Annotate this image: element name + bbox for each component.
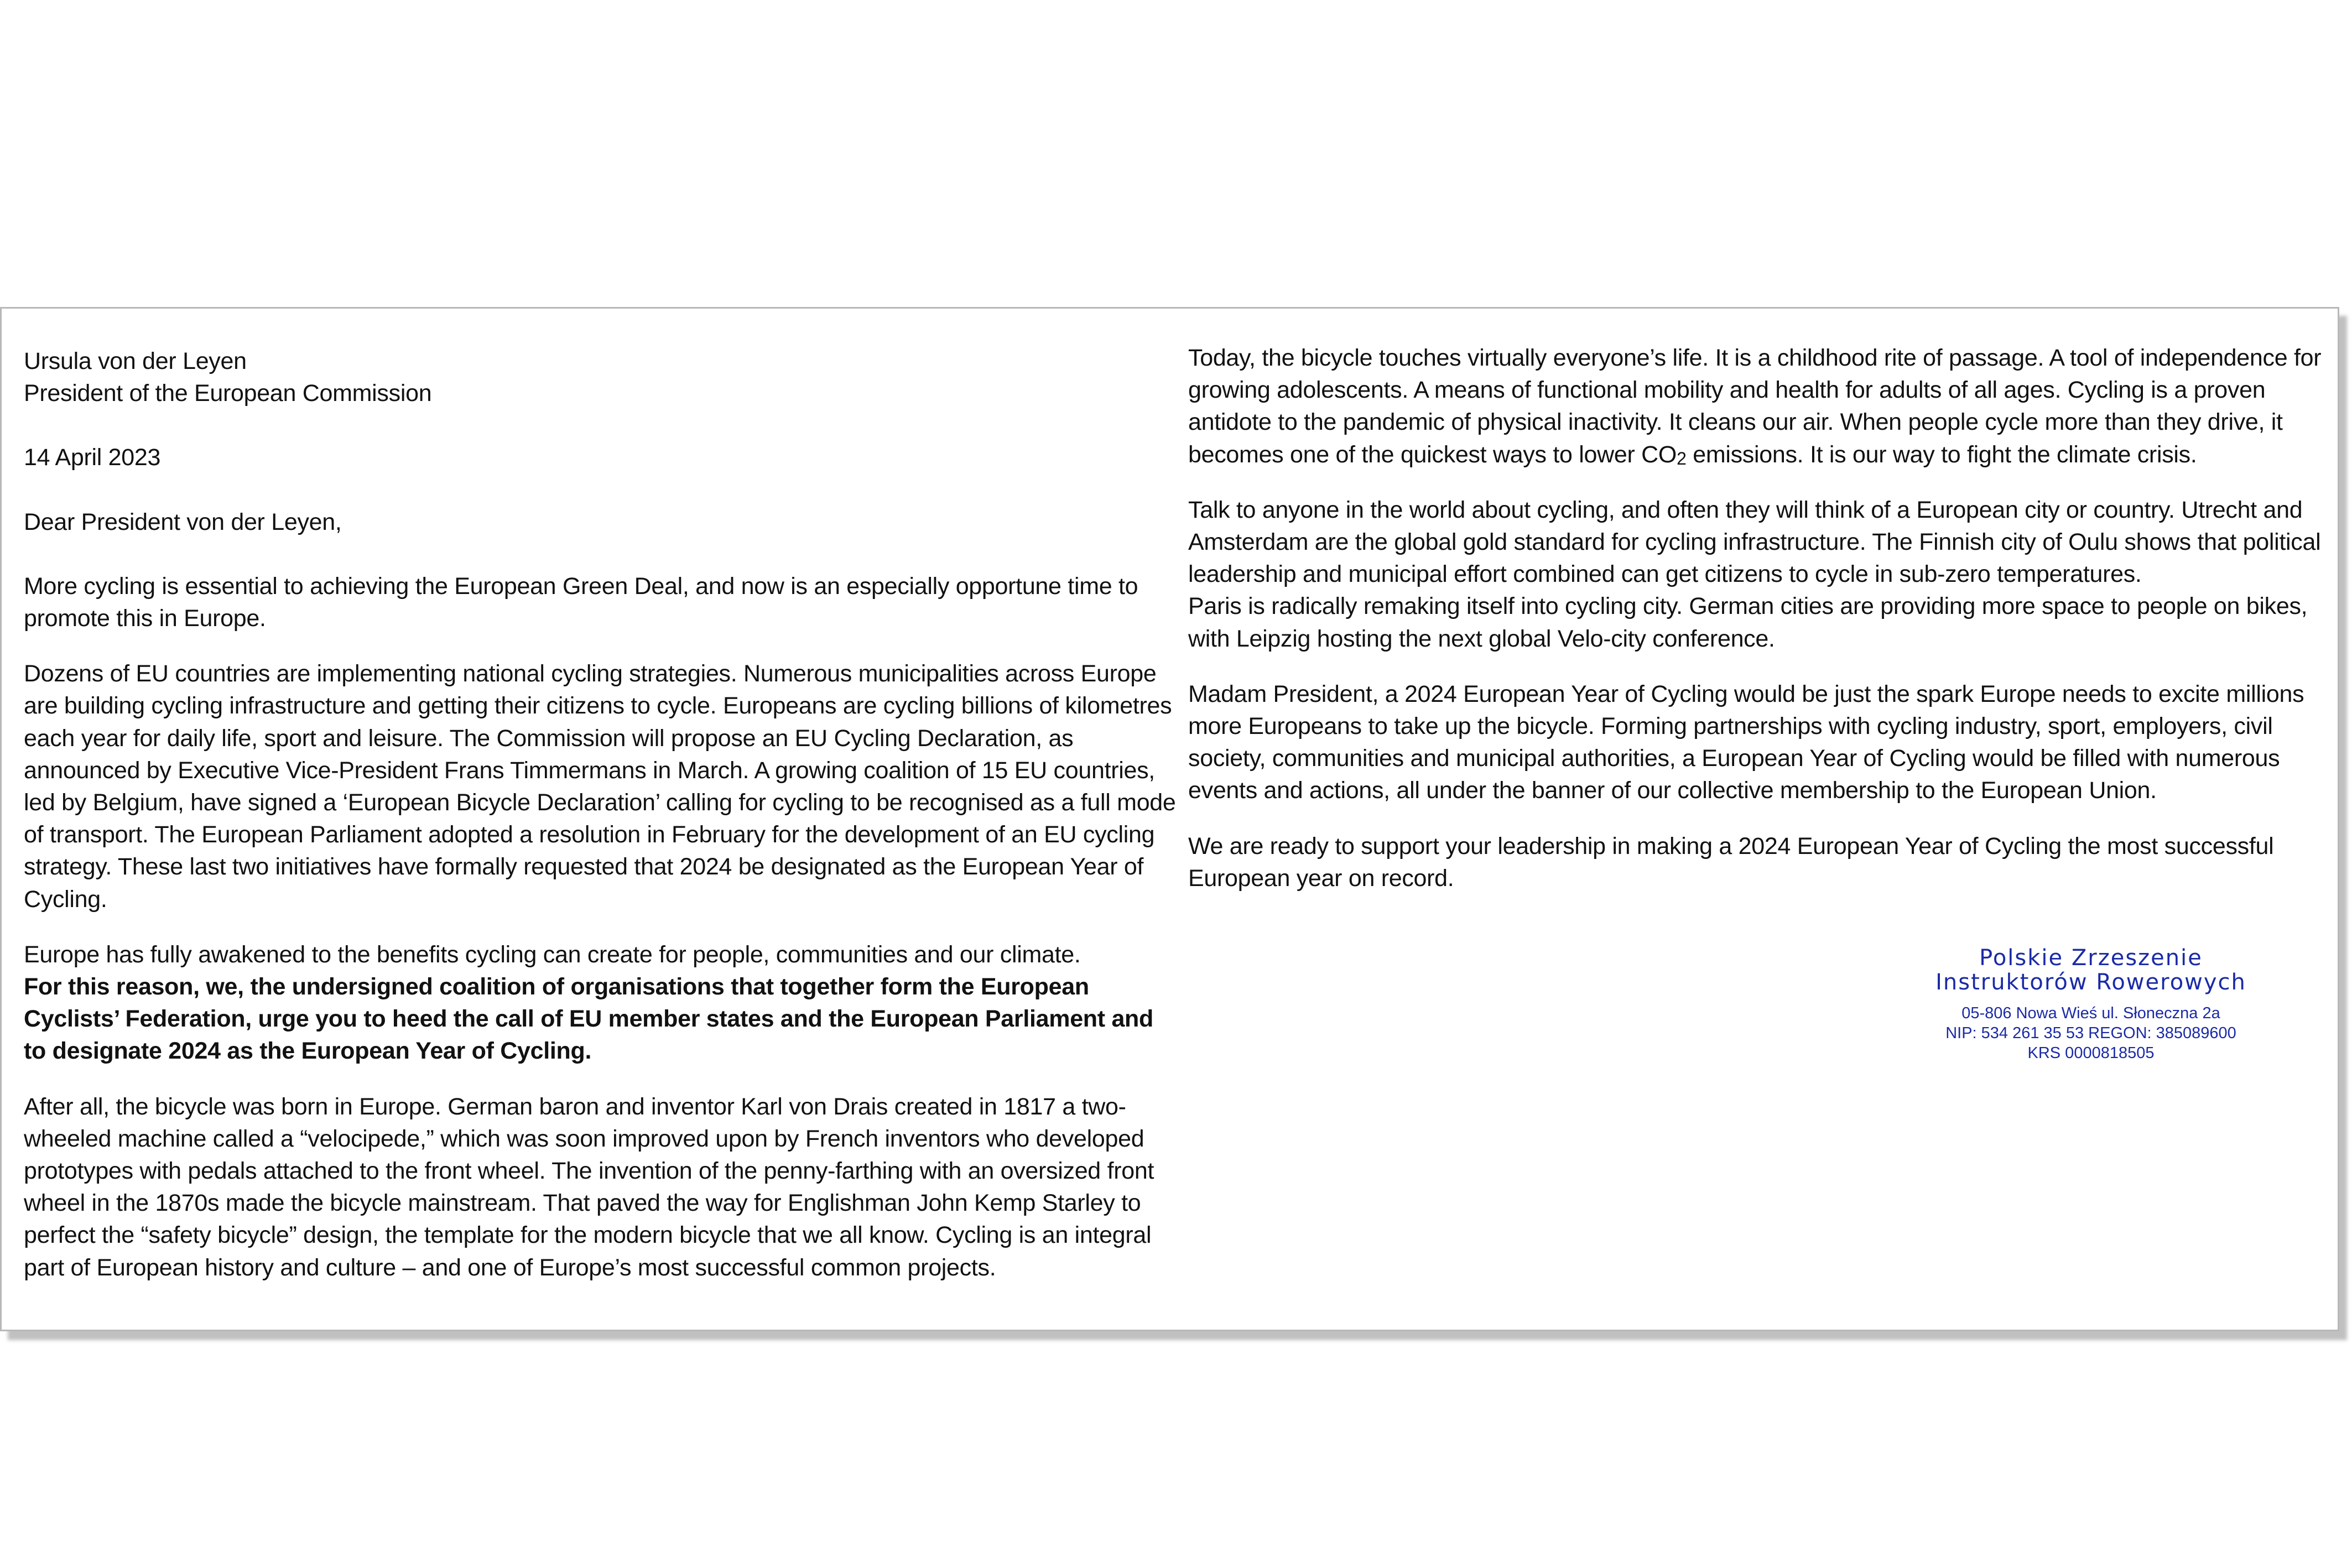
paragraph-ready: We are ready to support your leadership in making a 2024 European Year of Cycling the most successful European year on record. (1188, 832, 2274, 892)
stamp-krs: KRS 0000818505 (2027, 1044, 2155, 1062)
stamp-organisation-name (1859, 946, 2323, 994)
stamp-name-line2: Instruktorów Rowerowych (1935, 970, 2246, 995)
paragraph-awakened-text: Europe has fully awakened to the benefits cycling can create for people, communities and our climate. (24, 941, 1081, 968)
letter-page (0, 307, 2339, 1331)
letter-right-column (1188, 309, 2338, 894)
addressee-title: President of the European Commission (24, 380, 432, 407)
stamp-details (1859, 1003, 2323, 1063)
paragraph-history: After all, the bicycle was born in Europe. German baron and inventor Karl von Drais created in 1817 a two-wheeled machine called a “velocipede,” which was soon improved upon by French inventors who developed prototypes with pedals attached to the front wheel. The invention of the penny-farthing with an oversized front wheel in the 1870s made the bicycle mainstream. That paved the way for Englishman John Kemp Starley to perfect the “safety bicycle” design, the template for the modern bicycle that we all know. Cycling is an integral part of European history and culture – and one of Europe’s most successful common projects. (24, 1093, 1154, 1281)
paragraph-talk (1188, 494, 2338, 655)
letter-date: 14 April 2023 (24, 444, 161, 471)
paragraph-appeal (24, 939, 1177, 1067)
paragraph-talk-text-b: Paris is radically remaking itself into cycling city. German cities are providing more space to people on bikes, with Leipzig hosting the next global Velo-city conference. (1188, 593, 2308, 652)
stamp-name-line1: Polskie Zrzeszenie (1979, 945, 2203, 971)
paragraph-appeal-bold: For this reason, we, the undersigned coalition of organisations that together form the European Cyclists’ Federation, urge you to heed the call of EU member states and the European Parliament and to designate 2024 as the European Year of Cycling. (24, 973, 1153, 1065)
paragraph-talk-text-a: Talk to anyone in the world about cycling, and often they will think of a European city or country. Utrecht and Amsterdam are the global gold standard for cycling infrastructure. The Finnish city of Oulu shows that political leadership and municipal effort combined can get citizens to cycle in sub-zero temperatures. (1188, 496, 2321, 588)
paragraph-intro: More cycling is essential to achieving the European Green Deal, and now is an especially opportune time to promote this in Europe. (24, 572, 1138, 632)
paragraph-touches (1188, 342, 2338, 471)
co2-subscript: 2 (1677, 448, 1687, 468)
paragraph-touches-text-a: Today, the bicycle touches virtually everyone’s life. It is a childhood rite of passage. A tool of independence for growing adolescents. A means of functional mobility and health for adults of all ages. Cycling is a proven antidote to the pandemic of physical inactivity. It cleans our air. When people cycle more than they drive, it becomes one of the quickest ways to lower CO (1188, 345, 2322, 468)
paragraph-touches-text-b: emissions. It is our way to fight the climate crisis. (1686, 441, 2197, 468)
paragraph-strategies: Dozens of EU countries are implementing national cycling strategies. Numerous municipalities across Europe are building cycling infrastructure and getting their citizens to cycle. Europeans are cycling billions of kilometres each year for daily life, sport and leisure. The Commission will propose an EU Cycling Declaration, as announced by Executive Vice-President Frans Timmermans in March. A growing coalition of 15 EU countries, led by Belgium, have signed a ‘European Bicycle Declaration’ calling for cycling to be recognised as a full mode of transport. The European Parliament adopted a resolution in February for the development of an EU cycling strategy. These last two initiatives have formally requested that 2024 be designated as the European Year of Cycling. (24, 660, 1176, 913)
stamp-address: 05-806 Nowa Wieś ul. Słoneczna 2a (1961, 1004, 2220, 1022)
salutation: Dear President von der Leyen, (24, 508, 342, 535)
addressee-name: Ursula von der Leyen (24, 348, 247, 374)
paragraph-madam-president: Madam President, a 2024 European Year of Cycling would be just the spark Europe needs to excite millions more Europeans to take up the bicycle. Forming partnerships with cycling industry, sport, employers, civil society, communities and municipal authorities, a European Year of Cycling would be filled with numerous events and actions, all under the banner of our collective membership to the European Union. (1188, 680, 2304, 804)
letter-left-column (24, 309, 1177, 1284)
stamp-ids: NIP: 534 261 35 53 REGON: 385089600 (1945, 1024, 2236, 1042)
addressee-block (24, 345, 1177, 409)
organisation-stamp (1859, 946, 2323, 1063)
